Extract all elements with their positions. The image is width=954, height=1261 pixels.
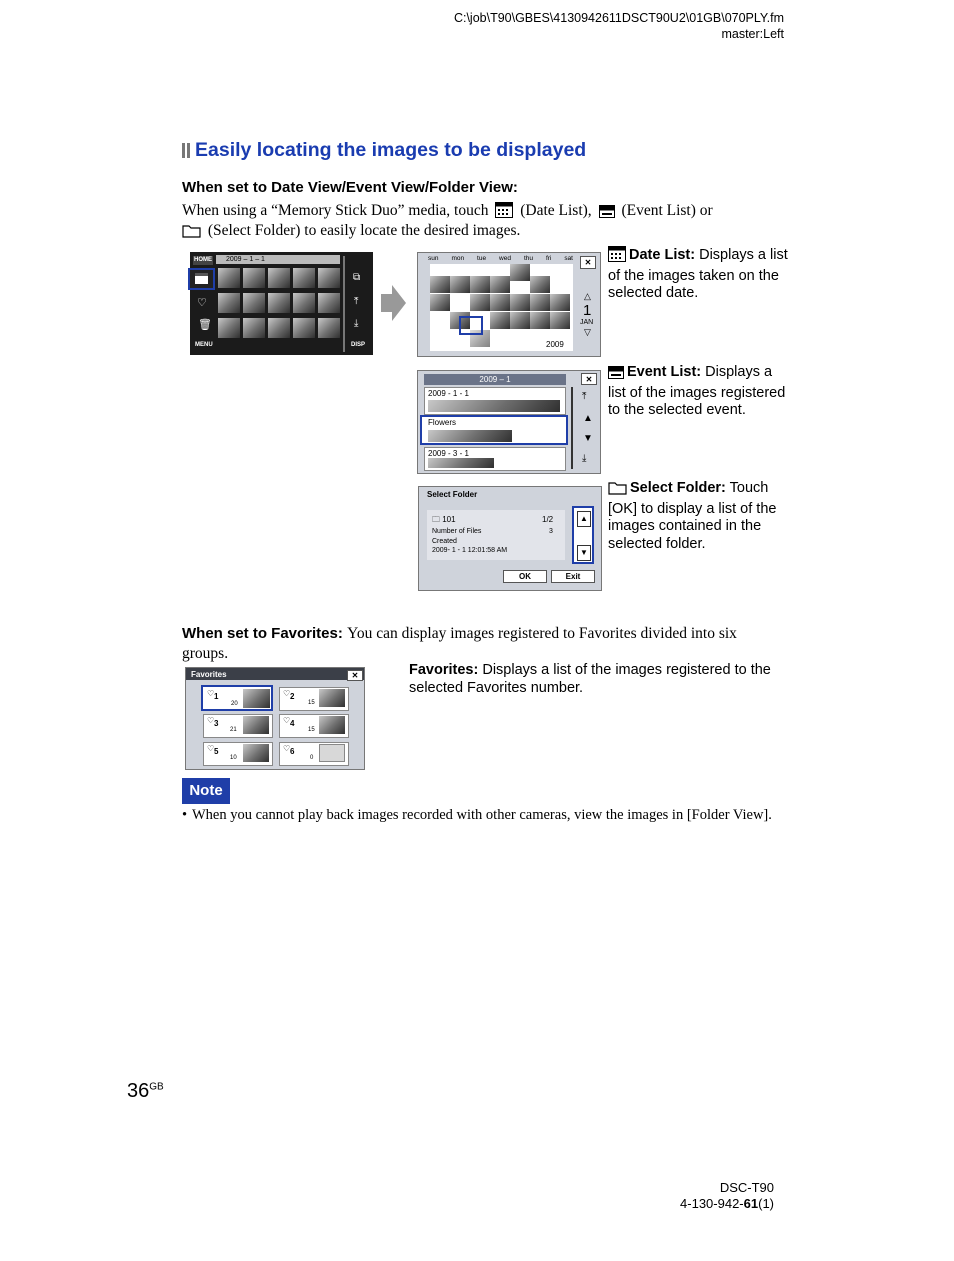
event-thumbnails xyxy=(428,400,560,412)
intro-line-2 xyxy=(182,221,520,244)
bullet-marker: • xyxy=(182,807,188,823)
event-thumbnails xyxy=(428,430,512,442)
thumbnail[interactable] xyxy=(293,268,315,288)
event-item[interactable] xyxy=(424,447,566,471)
event-list-label: Event List: xyxy=(627,364,702,380)
event-list-icon xyxy=(599,204,615,224)
weekday-header xyxy=(428,255,573,264)
group-number: 2 xyxy=(290,692,295,701)
group-number: 1 xyxy=(214,692,219,701)
favorites-intro-text: You can display images registered to Favorites divided into six groups. xyxy=(182,625,737,662)
calendar-cell[interactable] xyxy=(510,264,530,281)
calendar-selection xyxy=(459,316,483,335)
select-folder-screen xyxy=(418,486,602,591)
calendar-cell[interactable] xyxy=(450,276,470,293)
group-thumbnail xyxy=(243,689,270,708)
heart-icon: ♡ xyxy=(283,716,291,725)
group-thumbnail xyxy=(243,744,269,762)
exit-button[interactable]: Exit xyxy=(551,570,595,583)
event-list-icon xyxy=(608,366,624,385)
thumbnail[interactable] xyxy=(268,293,290,313)
scroll-bottom-icon[interactable]: ⤓ xyxy=(582,453,587,464)
thumbnail[interactable] xyxy=(318,293,340,313)
group-count: 20 xyxy=(231,701,238,707)
favorites-group-2[interactable] xyxy=(279,687,349,711)
heart-icon: ♡ xyxy=(207,744,215,753)
scrollbar[interactable] xyxy=(343,256,345,352)
favorites-group-4[interactable] xyxy=(279,714,349,738)
thumbnail[interactable] xyxy=(318,318,340,338)
group-count: 15 xyxy=(308,700,315,706)
date-list-icon xyxy=(608,246,626,268)
footer xyxy=(680,1180,774,1212)
disp-button[interactable]: DISP xyxy=(351,342,366,348)
event-thumbnails xyxy=(428,458,494,468)
heart-icon: ♡ xyxy=(207,689,215,698)
calendar-cell[interactable] xyxy=(530,294,550,311)
group-count: 10 xyxy=(230,755,237,761)
calendar-cell[interactable] xyxy=(510,312,530,329)
page-number xyxy=(127,1080,164,1103)
event-label: 2009 - 3 - 1 xyxy=(428,449,469,458)
section-title xyxy=(182,139,586,162)
favorites-screen xyxy=(185,667,365,770)
page-number-suffix: GB xyxy=(149,1081,164,1093)
scroll-top-icon[interactable]: ⤒ xyxy=(354,296,359,307)
thumbnail[interactable] xyxy=(293,318,315,338)
heart-icon: ♡ xyxy=(207,716,215,725)
folder-icon: 🗀 xyxy=(432,515,440,524)
thumbnail[interactable] xyxy=(218,268,240,288)
select-folder-label: Select Folder: xyxy=(630,480,726,496)
date-list-label: Date List: xyxy=(629,247,696,263)
index-screen xyxy=(190,252,373,355)
intro-text-b: (Date List), xyxy=(520,202,592,219)
calendar-cell[interactable] xyxy=(530,276,550,293)
favorites-heading: When set to Favorites: xyxy=(182,625,343,642)
calendar-month: JAN xyxy=(580,319,594,326)
scroll-top-icon[interactable]: ⤒ xyxy=(582,391,587,402)
thumbnail[interactable] xyxy=(293,293,315,313)
close-button[interactable]: ✕ xyxy=(581,373,597,385)
day-label: sun xyxy=(428,255,439,262)
favorites-description xyxy=(409,662,789,697)
scroll-down-icon[interactable]: ▼ xyxy=(583,433,593,444)
event-list-header: 2009 – 1 xyxy=(424,374,566,385)
folder-page: 1/2 xyxy=(542,515,554,524)
favorites-intro xyxy=(182,624,782,664)
favorites-title: Favorites xyxy=(191,670,227,679)
footer-code-b: 61 xyxy=(743,1196,759,1211)
page-number-value: 36 xyxy=(127,1080,150,1102)
calendar-cell[interactable] xyxy=(430,276,450,293)
created-label: Created xyxy=(432,538,457,545)
day-label: tue xyxy=(477,255,487,262)
footer-code-c: (1) xyxy=(758,1196,774,1211)
folder-info-panel[interactable] xyxy=(427,510,565,560)
day-label: mon xyxy=(451,255,465,262)
file-path: C:\job\T90\GBES\4130942611DSCT90U2\01GB\070PLY.fm xyxy=(453,11,784,25)
day-label: wed xyxy=(499,255,511,262)
group-count: 0 xyxy=(310,755,314,761)
event-item-selected[interactable] xyxy=(420,415,568,445)
favorites-group-5[interactable] xyxy=(203,742,273,766)
favorites-group-1[interactable] xyxy=(201,685,273,711)
subsection-title: When set to Date View/Event View/Folder View: xyxy=(182,179,518,196)
created-value: 2009- 1 - 1 12:01:58 AM xyxy=(432,547,508,554)
thumbnail[interactable] xyxy=(268,268,290,288)
folder-number: 101 xyxy=(442,515,456,524)
calendar-cell[interactable] xyxy=(530,312,550,329)
event-list-description xyxy=(608,364,788,420)
scroll-down-icon[interactable]: ▼ xyxy=(577,545,591,561)
event-label: Flowers xyxy=(428,418,457,427)
calendar-cell[interactable] xyxy=(510,294,530,311)
thumbnail[interactable] xyxy=(218,318,240,338)
select-folder-text: Touch [OK] to display a list of the images contained in the selected folder. xyxy=(608,480,777,552)
day-label: sat xyxy=(564,255,573,262)
event-list-text: Displays a list of the images registered to the selected event. xyxy=(608,364,786,418)
file-path-header xyxy=(454,10,784,42)
scroll-bottom-icon[interactable]: ⤓ xyxy=(354,318,359,329)
scroll-up-icon[interactable]: ▲ xyxy=(583,413,593,424)
calendar-cell[interactable] xyxy=(490,276,510,293)
event-label: 2009 - 1 - 1 xyxy=(428,389,469,398)
favorites-group-6[interactable] xyxy=(279,742,349,766)
group-number: 5 xyxy=(214,747,219,756)
day-label: thu xyxy=(523,255,533,262)
folder-scroll-buttons xyxy=(572,506,594,564)
select-folder-description xyxy=(608,480,788,553)
favorites-icon[interactable]: ♡ xyxy=(197,297,207,309)
group-count: 21 xyxy=(230,727,237,733)
folder-row xyxy=(432,514,456,528)
heart-icon: ♡ xyxy=(283,744,291,753)
note-badge: Note xyxy=(182,778,230,804)
prev-month-icon[interactable]: △ xyxy=(584,291,591,301)
calendar-cell[interactable] xyxy=(470,294,490,311)
view-mode-icon[interactable]: ⧉ xyxy=(353,272,361,283)
master-label: master:Left xyxy=(721,27,784,41)
files-value: 3 xyxy=(549,528,553,535)
date-list-screen xyxy=(417,252,601,357)
arrow-right-icon xyxy=(381,285,407,326)
event-item[interactable] xyxy=(424,387,566,415)
close-button[interactable]: ✕ xyxy=(580,256,596,269)
thumbnail-grid xyxy=(218,268,342,338)
note-bullet xyxy=(182,807,782,824)
group-number: 4 xyxy=(290,719,295,728)
footer-model: DSC-T90 xyxy=(719,1180,774,1195)
group-count: 15 xyxy=(308,727,315,733)
thumbnail[interactable] xyxy=(243,293,265,313)
heading-marker-icon xyxy=(182,143,190,158)
close-button[interactable]: ✕ xyxy=(347,670,363,681)
group-number: 3 xyxy=(214,719,219,728)
intro-text-c: (Event List) or xyxy=(621,202,713,219)
folder-icon xyxy=(182,223,201,244)
files-label: Number of Files xyxy=(432,528,482,535)
calendar-cell[interactable] xyxy=(470,276,490,293)
scrollbar[interactable] xyxy=(571,387,573,469)
group-thumbnail-empty xyxy=(319,744,345,762)
heart-icon: ♡ xyxy=(283,689,291,698)
calendar-cell[interactable] xyxy=(490,294,510,311)
calendar-cell[interactable] xyxy=(550,294,570,311)
date-list-button[interactable] xyxy=(188,268,215,290)
scroll-up-icon[interactable]: ▲ xyxy=(577,511,591,527)
select-folder-title: Select Folder xyxy=(427,490,478,499)
calendar-cell[interactable] xyxy=(550,312,570,329)
favorites-label: Favorites: xyxy=(409,662,479,678)
thumbnail[interactable] xyxy=(243,318,265,338)
note-text: When you cannot play back images recorded with other cameras, view the images in [Folder View]. xyxy=(192,807,772,823)
day-label: fri xyxy=(545,255,552,262)
group-thumbnail xyxy=(243,716,269,734)
event-list-screen xyxy=(417,370,601,474)
favorites-group-3[interactable] xyxy=(203,714,273,738)
thumbnail[interactable] xyxy=(318,268,340,288)
menu-button[interactable]: MENU xyxy=(195,342,213,348)
group-thumbnail xyxy=(319,716,345,734)
footer-code xyxy=(680,1196,774,1212)
calendar-cell[interactable] xyxy=(490,312,510,329)
favorites-title-bar xyxy=(186,668,364,680)
next-month-icon[interactable]: ▽ xyxy=(584,327,591,337)
delete-icon[interactable]: 🗑 xyxy=(198,319,212,331)
group-number: 6 xyxy=(290,747,295,756)
footer-code-a: 4-130-942- xyxy=(680,1196,744,1211)
date-bar: 2009 – 1 – 1 xyxy=(216,255,340,264)
calendar-cell[interactable] xyxy=(430,294,450,311)
date-list-text: Displays a list of the images taken on the selected date. xyxy=(608,247,788,301)
home-button[interactable]: HOME xyxy=(194,257,212,263)
thumbnail[interactable] xyxy=(218,293,240,313)
ok-button[interactable]: OK xyxy=(503,570,547,583)
intro-text-d: (Select Folder) to easily locate the desired images. xyxy=(207,222,521,239)
section-title-text: Easily locating the images to be displayed xyxy=(195,139,587,161)
favorites-text: Displays a list of the images registered to the selected Favorites number. xyxy=(409,662,771,696)
calendar-day: 1 xyxy=(583,302,592,319)
calendar-year: 2009 xyxy=(546,340,564,349)
thumbnail[interactable] xyxy=(268,318,290,338)
group-thumbnail xyxy=(319,689,345,707)
folder-icon xyxy=(608,480,627,501)
intro-text-a: When using a “Memory Stick Duo” media, touch xyxy=(182,202,489,219)
date-list-description xyxy=(608,246,788,303)
calendar-grid xyxy=(430,264,573,351)
thumbnail[interactable] xyxy=(243,268,265,288)
